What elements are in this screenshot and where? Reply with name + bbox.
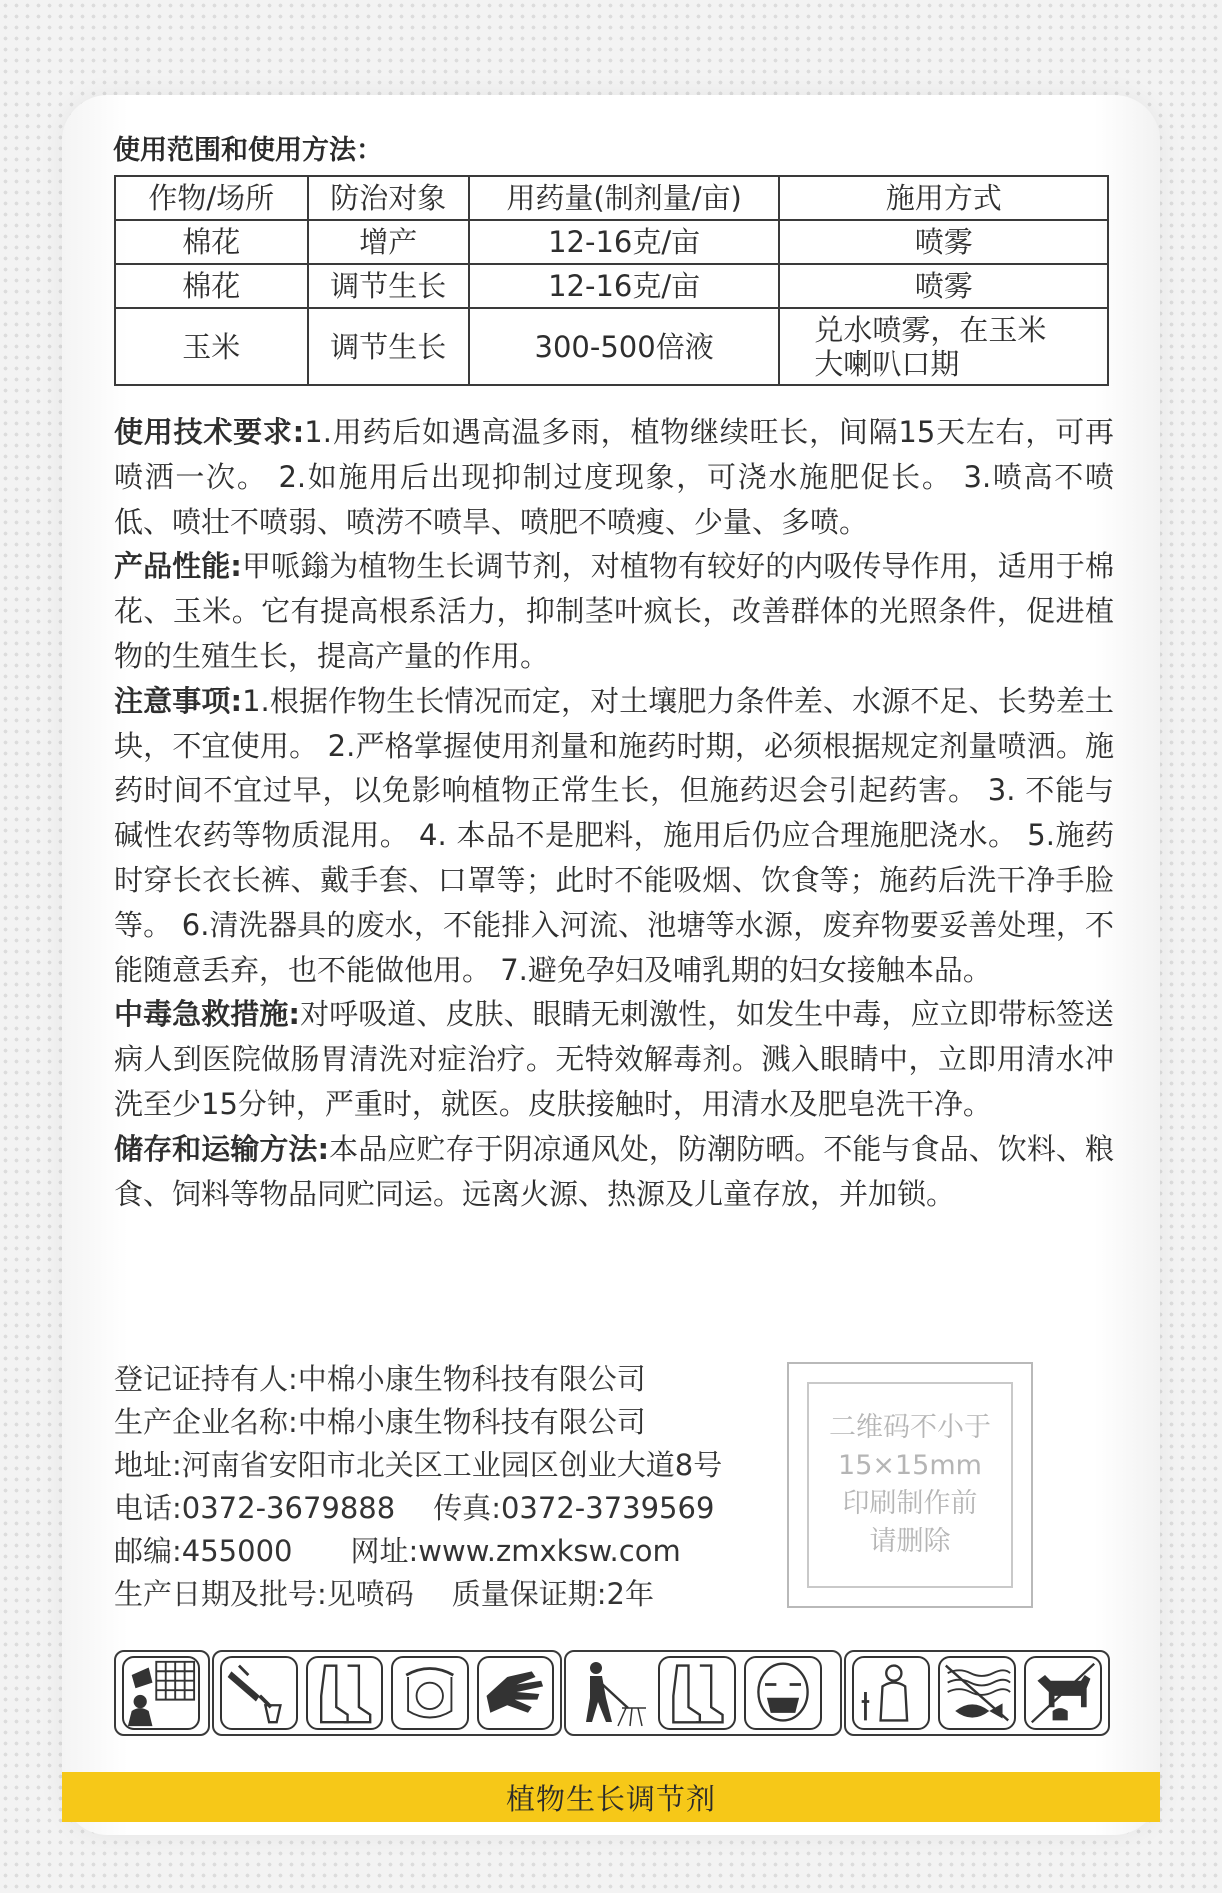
header-method: 施用方式: [779, 176, 1108, 220]
cell-target: 增产: [308, 220, 469, 264]
qr-note-line3: 印刷制作前: [842, 1488, 978, 1519]
mixing-hand-icon: [220, 1656, 298, 1730]
footer-category-text: 植物生长调节剂: [505, 1781, 716, 1816]
table-row: [115, 220, 1108, 264]
header-dosage: 用药量(制剂量/亩): [469, 176, 780, 220]
face-shield-icon: [391, 1656, 469, 1730]
phone: 电话:0372-3679888: [114, 1491, 396, 1525]
instructions-block: [114, 410, 1114, 1216]
manufacturer: 生产企业名称:中棉小康生物科技有限公司: [114, 1405, 646, 1439]
cell-target: 调节生长: [308, 264, 469, 308]
tech-label: 使用技术要求:: [114, 415, 305, 449]
cell-method-line1: 兑水喷雾，在玉米: [814, 312, 1047, 347]
cell-method-line2: 大喇叭口期: [814, 346, 960, 381]
product-performance: [114, 544, 1114, 678]
cell-dosage: 12-16克/亩: [469, 220, 780, 264]
tech-text: 1.用药后如遇高温多雨，植物继续旺长，间隔15天左右，可再喷洒一次。 2.如施用后出现抑制过度现象，可浇水施肥促长。 3.喷高不喷低、喷壮不喷弱、喷涝不喷旱、喷肥不喷瘦、少量、多喷。: [114, 415, 1114, 539]
firstaid-text: 对呼吸道、皮肤、眼睛无刺激性，如发生中毒，应立即带标签送病人到医院做肠胃清洗对症治疗。无特效解毒剂。溅入眼睛中，立即用清水冲洗至少15分钟，严重时，就医。皮肤接触时，用清水及肥皂洗干净。: [114, 997, 1114, 1121]
storage-label: 储存和运输方法:: [114, 1131, 330, 1166]
footer-category-bar: [62, 1772, 1160, 1822]
spraying-worker-icon: [572, 1656, 650, 1730]
performance-label: 产品性能:: [114, 549, 242, 584]
batch-line: [114, 1573, 714, 1616]
storage-text: 本品应贮存于阴凉通风处，防潮防晒。不能与食品、饮料、粮食、饲料等物品同贮同运。远离火源、热源及儿童存放，并加锁。: [114, 1131, 1114, 1211]
table-row: [115, 264, 1108, 308]
tech-requirements: [114, 410, 1114, 544]
cell-dosage: 300-500倍液: [469, 308, 780, 385]
cell-crop: 棉花: [115, 220, 308, 264]
harmful-to-fish-icon: [938, 1656, 1016, 1730]
first-aid: [114, 992, 1114, 1126]
postcode-line: [114, 1530, 714, 1573]
locked-storage-icon: [122, 1656, 200, 1730]
qr-note: [807, 1382, 1013, 1588]
pictogram-group-application: [564, 1650, 842, 1736]
table-header-row: [115, 176, 1108, 220]
pictogram-group-warnings: [844, 1650, 1110, 1736]
batch: 生产日期及批号:见喷码: [114, 1577, 414, 1611]
contact-line: [114, 1487, 714, 1530]
fax: 传真:0372-3739569: [433, 1491, 715, 1525]
cell-crop: 棉花: [115, 264, 308, 308]
boots-icon: [306, 1656, 384, 1730]
address: 地址:河南省安阳市北关区工业园区创业大道8号: [114, 1448, 723, 1482]
website: 网址:www.zmxksw.com: [350, 1534, 681, 1568]
notice-label: 注意事项:: [114, 683, 243, 718]
harmful-to-livestock-icon: [1024, 1656, 1102, 1730]
shelf-life: 质量保证期:2年: [451, 1577, 655, 1611]
gloves-icon: [477, 1656, 555, 1730]
mask-icon: [744, 1656, 822, 1730]
qr-code-placeholder: [787, 1362, 1033, 1608]
table-row: [115, 308, 1108, 385]
usage-table: [114, 175, 1109, 386]
pictogram-group-storage: [114, 1650, 210, 1736]
pictogram-group-handling: [212, 1650, 562, 1736]
notice-text: 1.根据作物生长情况而定，对土壤肥力条件差、水源不足、长势差土块，不宜使用。 2.严格掌握使用剂量和施药时期，必须根据规定剂量喷洒。施药时间不宜过早，以免影响植物正常生长，但施药迟会引起药害。 3. 不能与碱性农药等物质混用。 4. 本品不是肥料，施用后仍应合理施肥浇水。 5.施药时穿长衣长裤、戴手套、口罩等；此时不能吸烟、饮食等；施药后洗干净手脸等。 6.清洗器具的废水，不能排入河流、池塘等水源，废弃物要妥善处理，不能随意丢弃，也不能做他用。 7.避免孕妇及哺乳期的妇女接触本品。: [114, 683, 1115, 987]
performance-text: 甲哌鎓为植物生长调节剂，对植物有较好的内吸传导作用，适用于棉花、玉米。它有提高根系活力，抑制茎叶疯长，改善群体的光照条件，促进植物的生殖生长，提高产量的作用。: [114, 549, 1114, 673]
qr-note-line1: 二维码不小于: [829, 1412, 991, 1443]
boots-icon-2: [658, 1656, 736, 1730]
qr-note-line4: 请删除: [869, 1526, 951, 1557]
qr-note-line2: 15×15mm: [838, 1450, 982, 1481]
usage-title: 使用范围和使用方法：: [113, 135, 383, 166]
cell-crop: 玉米: [115, 308, 308, 385]
storage-transport: [114, 1127, 1114, 1217]
header-target: 防治对象: [308, 176, 469, 220]
postcode: 邮编:455000: [114, 1534, 293, 1568]
cell-method: [779, 308, 1108, 385]
registration-holder: 登记证持有人:中棉小康生物科技有限公司: [114, 1362, 646, 1396]
cell-method: 喷雾: [779, 264, 1108, 308]
firstaid-label: 中毒急救措施:: [114, 997, 301, 1032]
cell-dosage: 12-16克/亩: [469, 264, 780, 308]
company-info: [114, 1358, 723, 1616]
wash-after-use-icon: [852, 1656, 930, 1730]
cell-method: 喷雾: [779, 220, 1108, 264]
cell-target: 调节生长: [308, 308, 469, 385]
header-crop: 作物/场所: [115, 176, 308, 220]
precautions: [114, 679, 1114, 993]
